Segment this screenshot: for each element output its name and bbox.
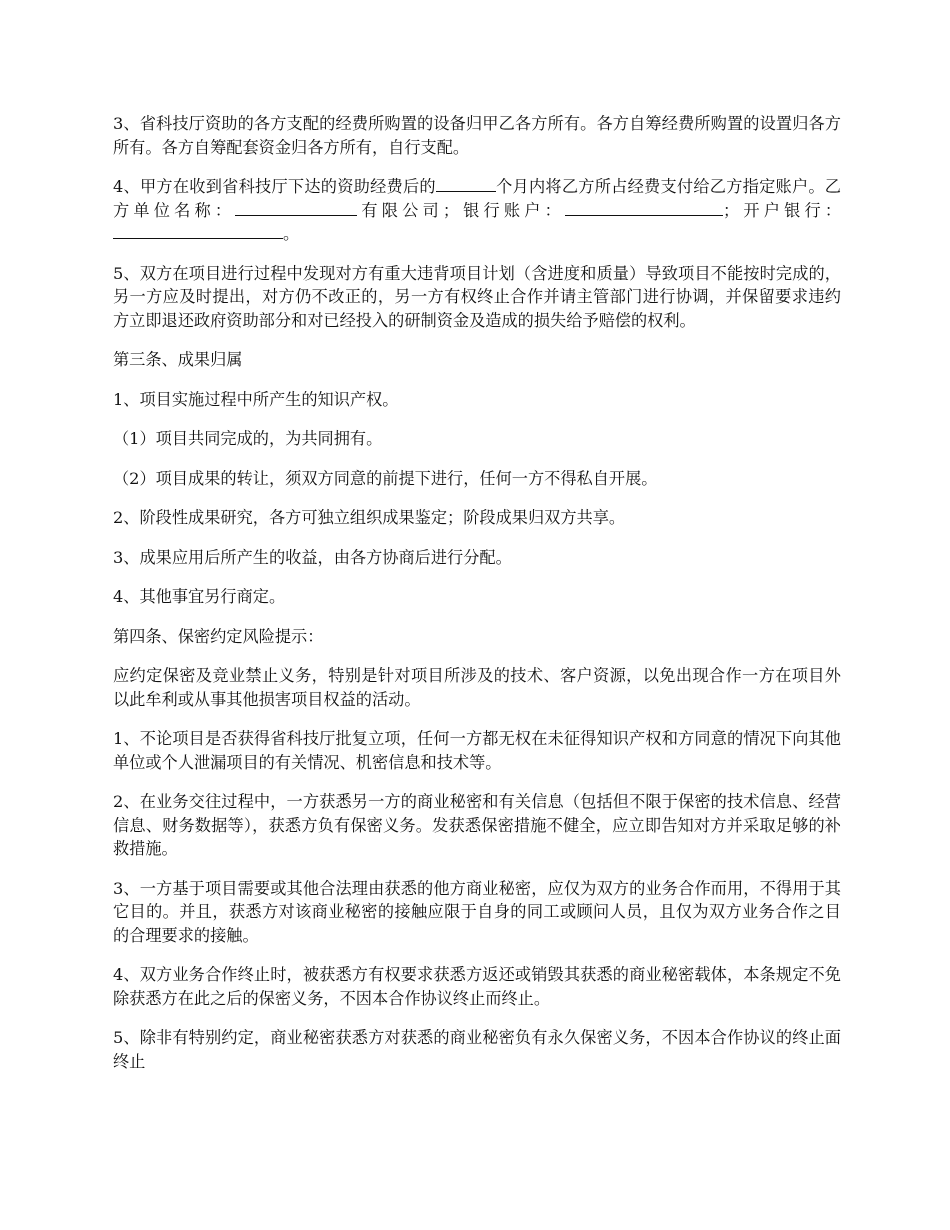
clause-4-5: 5、除非有特别约定，商业秘密获悉方对获悉的商业秘密负有永久保密义务，不因本合作协议的终止面终止 (113, 1028, 841, 1071)
section-heading-4: 第四条、保密约定风险提示： (113, 626, 324, 646)
clause-4-2: 2、在业务交往过程中，一方获悉另一方的商业秘密和有关信息（包括但不限于保密的技术信息、经营信息、财务数据等），获悉方负有保密义务。发获悉保密措施不健全，应立即告知对方并采取足够的补救措施。 (113, 792, 841, 858)
clause-2-3: 3、省科技厅资助的各方支配的经费所购置的设备归甲乙各方所有。各方自筹经费所购置的设置归各方所有。各方自筹配套资金归各方所有，自行支配。 (113, 114, 841, 157)
clause-2-4-text-2: 个月内将乙方所占经费支付给乙方指定账户。乙方单位名称： (113, 177, 841, 220)
risk-note: 应约定保密及竞业禁止义务，特别是针对项目所涉及的技术、客户资源，以免出现合作一方在项目外以此牟利或从事其他损害项目权益的活动。 (113, 666, 841, 709)
section-heading-3: 第三条、成果归属 (113, 350, 243, 369)
clause-3-1-1: （1）项目共同完成的，为共同拥有。 (113, 429, 383, 448)
clause-2-4-text-5: 。 (283, 224, 300, 243)
clause-2-4-text-4: ；开户银行： (723, 200, 842, 220)
months-blank (436, 175, 496, 192)
document-page (113, 112, 841, 1089)
clause-2-5: 5、双方在项目进行过程中发现对方有重大违背项目计划（含进度和质量）导致项目不能按时完成的，另一方应及时提出，对方仍不改正的，另一方有权终止合作并请主管部门进行协调，并保留要求违约方立即退还政府资助部分和对已经投入的研制资金及造成的损失给予赔偿的权利。 (113, 263, 841, 330)
clause-3-1: 1、项目实施过程中所产生的知识产权。 (113, 389, 399, 409)
clause-3-3: 3、成果应用后所产生的收益，由各方协商后进行分配。 (113, 547, 512, 567)
bank-account-blank (565, 199, 723, 216)
clause-3-1-2: （2）项目成果的转让，须双方同意的前提下进行，任何一方不得私自开展。 (113, 468, 658, 488)
clause-3-4: 4、其他事宜另行商定。 (113, 587, 286, 606)
clause-2-4 (113, 175, 841, 246)
clause-2-4-text-3: 有限公司；银行账户： (357, 200, 565, 220)
company-name-blank (235, 199, 357, 216)
bank-name-blank (113, 222, 283, 239)
clause-4-3: 3、一方基于项目需要或其他合法理由获悉的他方商业秘密，应仅为双方的业务合作而用，不得用于其它目的。并且，获悉方对该商业秘密的接触应限于自身的同工或顾问人员，且仅为双方业务合作之目的合理要求的接触。 (113, 878, 841, 945)
clause-4-1: 1、不论项目是否获得省科技厅批复立项，任何一方都无权在未征得知识产权和方同意的情况下向其他单位或个人泄漏项目的有关情况、机密信息和技术等。 (113, 729, 841, 772)
clause-4-4: 4、双方业务合作终止时，被获悉方有权要求获悉方返还或销毁其获悉的商业秘密载体，本条规定不免除获悉方在此之后的保密义务，不因本合作协议终止而终止。 (113, 965, 841, 1008)
clause-3-2: 2、阶段性成果研究，各方可独立组织成果鉴定；阶段成果归双方共享。 (113, 508, 626, 527)
clause-2-4-text-1: 4、甲方在收到省科技厅下达的资助经费后的 (113, 177, 436, 196)
